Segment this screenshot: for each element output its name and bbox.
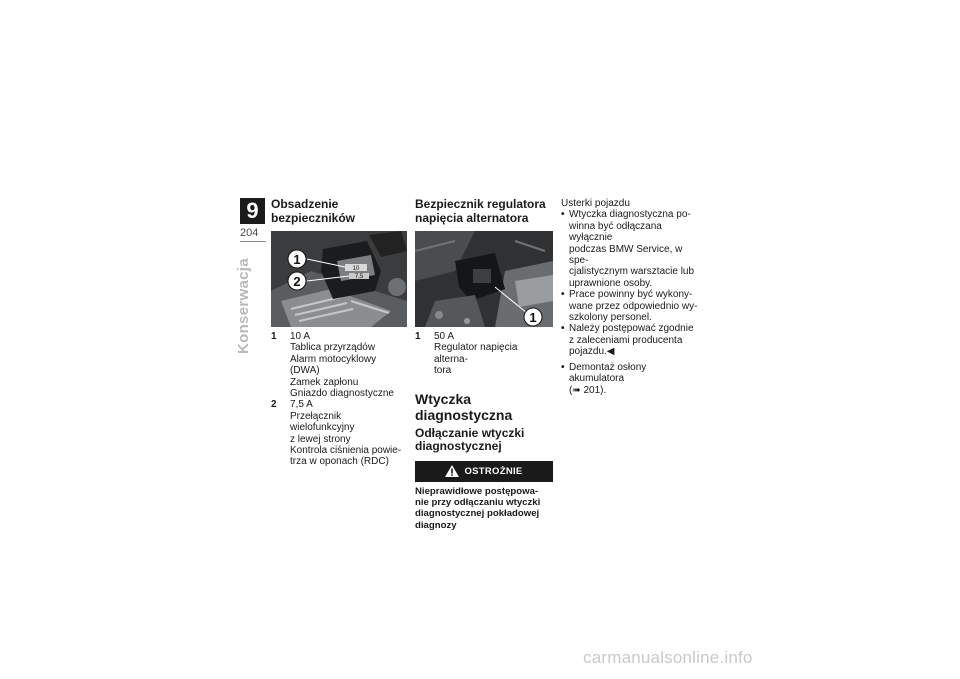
legend-text: 50 A Regulator napięcia alterna- tora xyxy=(434,331,518,377)
fuse-callout-1: 1 xyxy=(293,252,301,267)
page-number: 204 xyxy=(240,227,259,239)
legend-text: 7,5 A Przełącznik wielofunkcyjny z lewej strony Kontrola ciśnienia powie- trza w oponach (RDC) xyxy=(290,399,402,468)
legend-text: 10 A Tablica przyrządów Alarm motocyklowy (DWA) Zamek zapłonu Gniazdo diagnostyczne xyxy=(290,331,394,400)
watermark: carmanualsonline.info xyxy=(583,648,753,667)
column-fuse-assignment xyxy=(271,198,407,468)
fuse-label-7-5: 7,5 xyxy=(354,274,364,280)
fuse-label-10: 10 xyxy=(352,266,360,272)
alternator-regulator-photo xyxy=(415,231,553,327)
fuse-callout-2: 2 xyxy=(293,274,301,289)
caution-banner xyxy=(415,461,553,482)
list-item: • Należy postępować zgodnie z zaleceniami producenta pojazdu.◀ xyxy=(561,323,694,358)
fuse-assignment-heading: Obsadzenie bezpieczników xyxy=(271,197,356,225)
legend-number: 1 xyxy=(415,331,421,342)
list-item: • Demontaż osłony akumulatora (➠ 201). xyxy=(561,361,647,396)
legend-number: 2 xyxy=(271,399,277,411)
caution-text: Nieprawidłowe postępowa- nie przy odłączaniu wtyczki diagnostycznej pokładowej diagnozy xyxy=(415,485,541,531)
chapter-number: 9 xyxy=(240,198,265,224)
warning-bullet-list xyxy=(561,209,701,357)
procedure-step-list xyxy=(561,362,701,396)
list-item: • Wtyczka diagnostyczna po- winna być odłączana wyłącznie podczas BMW Service, w spe- cjalistycznym warsztacie lub uprawnione osoby. xyxy=(561,209,695,289)
diagnostic-plug-section-title: Wtyczka diagnostyczna xyxy=(415,390,513,423)
regulator-illustration xyxy=(415,231,553,327)
page-number-rule xyxy=(240,241,266,242)
warning-triangle-icon xyxy=(445,465,459,477)
fuse-legend xyxy=(271,331,407,468)
caution-label: OSTROŻNIE xyxy=(464,465,523,477)
fuse-box-illustration xyxy=(271,231,407,327)
list-item: • Prace powinny być wykony- wane przez odpowiednio wy- szkolony personel. xyxy=(561,289,698,324)
chapter-title: Konserwacja xyxy=(235,258,252,354)
column-alternator-fuse xyxy=(415,198,553,531)
alternator-fuse-heading: Bezpiecznik regulatora napięcia alternatora xyxy=(415,197,546,225)
regulator-callout-1: 1 xyxy=(529,310,537,325)
regulator-legend xyxy=(415,331,553,377)
legend-number: 1 xyxy=(271,331,277,342)
fuse-box-photo xyxy=(271,231,407,327)
column-warning-continued xyxy=(561,198,701,396)
disconnect-plug-subtitle: Odłączanie wtyczki diagnostycznej xyxy=(415,425,525,454)
vehicle-faults-intro: Usterki pojazdu xyxy=(561,198,630,209)
